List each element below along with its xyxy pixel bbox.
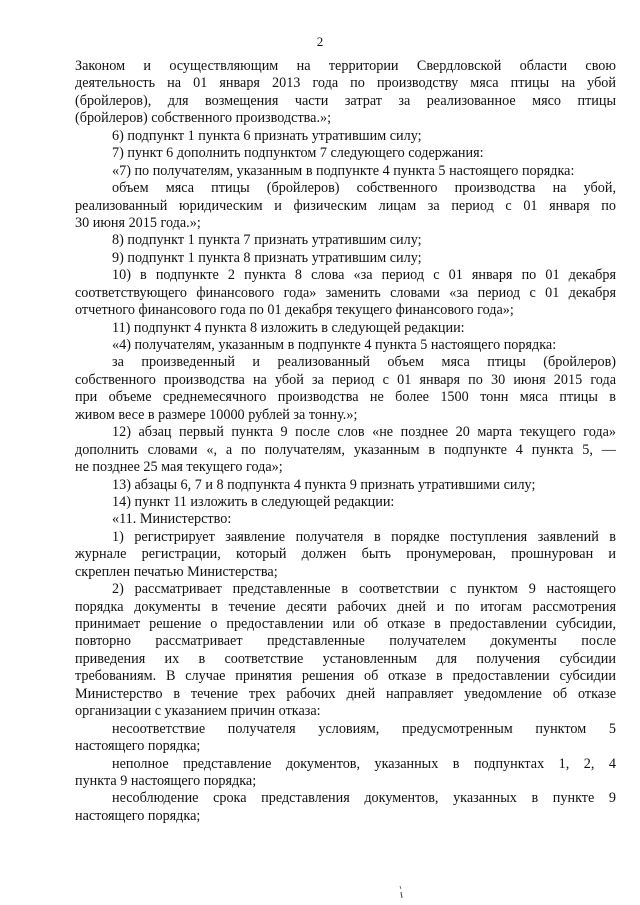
text-line: реализованный юридическим и физическим лицам за период с 01 января по bbox=[75, 197, 616, 214]
text-line: «7) по получателям, указанным в подпункте 4 пункта 5 настоящего порядка: bbox=[112, 162, 575, 179]
text-line: несоблюдение срока представления документов, указанных в пункте 9 bbox=[112, 790, 616, 807]
text-line: объем мяса птицы (бройлеров) собственного производства на убой, bbox=[112, 180, 616, 197]
text-line: журнале регистрации, который должен быть пронумерован, прошнурован и bbox=[75, 546, 616, 563]
text-line: порядка документы в течение десяти рабочих дней и по итогам рассмотрения bbox=[75, 598, 616, 615]
text-line: 6) подпункт 1 пункта 6 признать утратившим силу; bbox=[112, 127, 422, 144]
text-line: 11) подпункт 4 пункта 8 изложить в следующей редакции: bbox=[112, 319, 465, 336]
text-line: (бройлеров), для возмещения части затрат за реализованное мясо птицы bbox=[75, 92, 616, 109]
text-line: требованиям. В случае принятия решения об отказе в предоставлении субсидии bbox=[75, 668, 616, 685]
text-line: 30 июня 2015 года.»; bbox=[75, 214, 201, 231]
text-line: организации с указанием причин отказа: bbox=[75, 703, 321, 720]
text-line: соответствующего финансового года» заменить словами «за период с 01 декабря bbox=[75, 284, 616, 301]
text-line: при объеме среднемесячного производства не более 1500 тонн мяса птицы в bbox=[75, 389, 616, 406]
text-line: «4) получателям, указанным в подпункте 4 пункта 5 настоящего порядка: bbox=[112, 337, 557, 353]
text-line: не позднее 25 мая текущего года»; bbox=[75, 459, 283, 476]
text-line: приведения их в соответствие установленным для получения субсидии bbox=[75, 650, 616, 667]
text-line: принимает решение о предоставлении или об отказе в предоставлении субсидии, bbox=[75, 616, 616, 632]
text-line: 12) абзац первый пункта 9 после слов «не позднее 20 марта текущего года» bbox=[112, 424, 616, 441]
page-number: 2 bbox=[316, 34, 324, 49]
text-line: 8) подпункт 1 пункта 7 признать утратившим силу; bbox=[112, 232, 422, 249]
text-line: 14) пункт 11 изложить в следующей редакции: bbox=[112, 493, 395, 510]
text-line: «11. Министерство: bbox=[112, 511, 232, 528]
text-line: отчетного финансового года по 01 декабря текущего финансового года»; bbox=[75, 302, 514, 319]
text-line: (бройлеров) собственного производства.»; bbox=[75, 110, 332, 127]
text-line: дополнить словами «, а по получателям, указанным в подпункте 4 пункта 5, — bbox=[75, 441, 616, 458]
text-line: собственного производства на убой за период с 01 января по 30 июня 2015 года bbox=[75, 371, 616, 388]
text-line: Министерство в течение трех рабочих дней направляет уведомление об отказе bbox=[75, 685, 616, 702]
text-line: 2) рассматривает представленные в соответствии с пунктом 9 настоящего bbox=[112, 581, 616, 598]
text-line: повторно рассматривает представленные получателем документы после bbox=[75, 633, 616, 650]
text-line: деятельность на 01 января 2013 года по производству мяса птицы на убой bbox=[75, 75, 616, 92]
text-line: 9) подпункт 1 пункта 8 признать утратившим силу; bbox=[112, 249, 422, 266]
document-body bbox=[75, 58, 616, 825]
text-line: Законом и осуществляющим на территории Свердловской области свою bbox=[75, 58, 616, 74]
text-line: неполное представление документов, указанных в подпунктах 1, 2, 4 bbox=[112, 755, 616, 772]
text-line: 13) абзацы 6, 7 и 8 подпункта 4 пункта 9 признать утратившими силу; bbox=[112, 476, 536, 493]
text-line: живом весе в размере 10000 рублей за тонну.»; bbox=[75, 406, 358, 423]
text-line: несоответствие получателя условиям, предусмотренным пунктом 5 bbox=[112, 720, 616, 737]
text-line: 10) в подпункте 2 пункта 8 слова «за период с 01 января по 01 декабря bbox=[112, 267, 616, 284]
text-line: пункта 9 настоящего порядка; bbox=[75, 772, 257, 789]
text-line: за произведенный и реализованный объем мяса птицы (бройлеров) bbox=[112, 354, 616, 371]
text-line: скреплен печатью Министерства; bbox=[75, 563, 278, 580]
text-line: 1) регистрирует заявление получателя в порядке поступления заявлений в bbox=[112, 528, 616, 545]
text-line: 7) пункт 6 дополнить подпунктом 7 следующего содержания: bbox=[112, 145, 484, 162]
text-line: настоящего порядка; bbox=[75, 807, 201, 824]
text-line: настоящего порядка; bbox=[75, 738, 201, 755]
scan-artifact-mark bbox=[398, 885, 404, 899]
